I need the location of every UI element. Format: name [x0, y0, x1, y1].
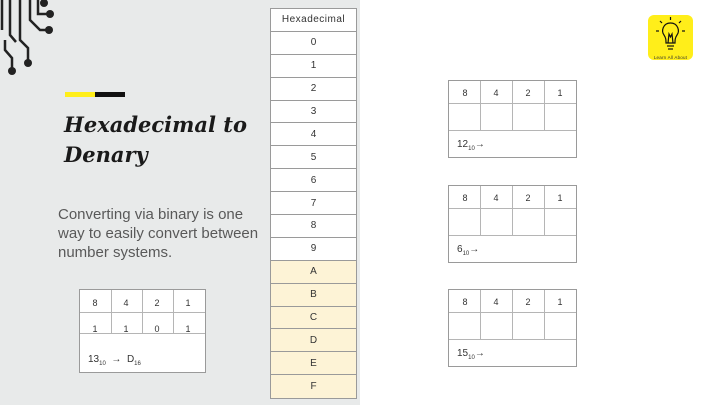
mini-expr-value: 13	[88, 354, 100, 365]
arrow-icon: →	[474, 139, 485, 150]
mini-header-2: 2	[154, 298, 160, 308]
conv-base: 10	[462, 251, 470, 257]
arrow-icon: →	[474, 348, 485, 359]
lightbulb-icon	[648, 15, 693, 55]
mini-expr-result: D	[126, 354, 135, 365]
conv-header-2: 2	[525, 193, 531, 203]
conversion-box-6	[448, 185, 577, 263]
hex-cell: 9	[271, 238, 356, 261]
conv-header-4: 4	[493, 193, 499, 203]
conv-header-8: 8	[462, 88, 468, 98]
conv-header-4: 4	[493, 88, 499, 98]
hexadecimal-column	[270, 8, 357, 399]
conv-value: 6	[457, 244, 463, 255]
conversion-box-15	[448, 289, 577, 367]
conv-base: 10	[468, 355, 475, 361]
hex-cell: 5	[271, 146, 356, 169]
conv-header-1: 1	[557, 193, 563, 203]
conv-header-8: 8	[462, 193, 468, 203]
logo	[648, 15, 693, 60]
hex-cell: B	[271, 284, 356, 307]
conv-header-8: 8	[462, 297, 468, 307]
mini-bit-1: 1	[185, 324, 191, 334]
hex-cell: D	[271, 329, 356, 352]
hex-cell: F	[271, 375, 356, 398]
circuit-decoration-icon	[0, 0, 70, 80]
mini-bit-2: 0	[154, 324, 160, 334]
accent-bar-black	[95, 92, 125, 97]
slide-subtitle: Converting via binary is one way to easily convert between number systems.	[58, 206, 259, 261]
hex-cell: A	[271, 261, 356, 284]
conversion-expression	[457, 139, 485, 150]
mini-header-4: 4	[123, 298, 129, 308]
hex-cell: 2	[271, 78, 356, 101]
conv-header-1: 1	[557, 88, 563, 98]
mini-expr-base: 10	[99, 361, 106, 367]
hex-cell: C	[271, 307, 356, 330]
mini-bit-4: 1	[123, 324, 129, 334]
mini-expression	[88, 354, 141, 365]
conv-header-2: 2	[525, 88, 531, 98]
conv-base: 10	[468, 146, 475, 152]
mini-header-8: 8	[92, 298, 98, 308]
arrow-icon: →	[111, 354, 122, 365]
hex-column-header: Hexadecimal	[271, 9, 356, 32]
conversion-expression	[457, 348, 485, 359]
conv-value: 12	[457, 139, 469, 150]
conv-header-4: 4	[493, 297, 499, 307]
conv-header-2: 2	[525, 297, 531, 307]
hex-cell: 0	[271, 32, 356, 55]
hex-cell: 7	[271, 192, 356, 215]
conversion-expression	[457, 244, 479, 255]
hex-cell: 1	[271, 55, 356, 78]
hex-cell: E	[271, 352, 356, 375]
conv-header-1: 1	[557, 297, 563, 307]
mini-bit-8: 1	[92, 324, 98, 334]
mini-header-1: 1	[185, 298, 191, 308]
logo-caption: Learn All About	[653, 55, 688, 60]
arrow-icon: →	[469, 244, 480, 255]
example-conversion-table	[79, 289, 206, 373]
mini-expr-result-base: 16	[134, 361, 141, 367]
conv-value: 15	[457, 348, 469, 359]
hex-cell: 6	[271, 169, 356, 192]
accent-bar-yellow	[65, 92, 95, 97]
slide-title: Hexadecimal to Denary	[64, 112, 247, 167]
hex-cell: 4	[271, 123, 356, 146]
hex-cell: 8	[271, 215, 356, 238]
conversion-box-12	[448, 80, 577, 158]
hex-cell: 3	[271, 101, 356, 124]
